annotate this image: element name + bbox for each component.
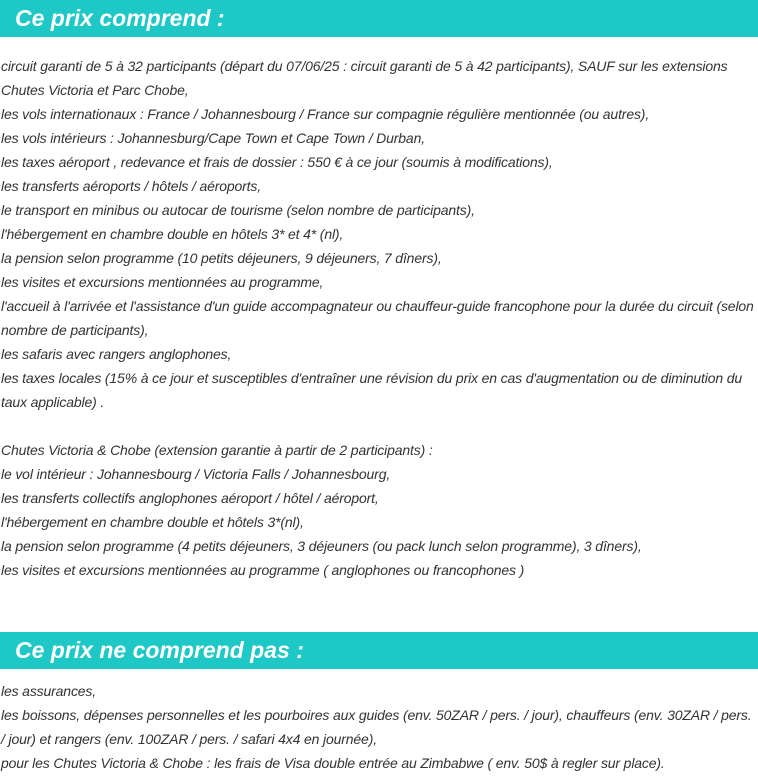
list-item: pour les Chutes Victoria & Chobe : les frais de Visa double entrée au Zimbabwe ( env. 50$ à regler sur place).: [1, 755, 665, 771]
excludes-banner: [0, 632, 758, 669]
list-item: le vol intérieur : Johannesbourg / Victoria Falls / Johannesbourg,: [1, 466, 391, 482]
list-item: l'hébergement en chambre double et hôtels 3*(nl),: [1, 514, 304, 530]
list-item: les vols internationaux : France / Johannesbourg / France sur compagnie régulière mentionnée (ou autres),: [1, 106, 650, 122]
spacer: [1, 414, 758, 438]
list-item: la pension selon programme (10 petits déjeuners, 9 déjeuners, 7 dîners),: [1, 250, 442, 266]
list-item: les taxes locales (15% à ce jour et susceptibles d'entraîner une révision du prix en cas d'augmentation ou de diminution du taux applicable) .: [1, 370, 743, 410]
list-item: les taxes aéroport , redevance et frais de dossier : 550 € à ce jour (soumis à modifications),: [1, 154, 553, 170]
list-item: le transport en minibus ou autocar de tourisme (selon nombre de participants),: [1, 202, 475, 218]
list-item: l'hébergement en chambre double en hôtels 3* et 4* (nl),: [1, 226, 344, 242]
excludes-heading: Ce prix ne comprend pas :: [15, 637, 304, 663]
list-item: les vols intérieurs : Johannesburg/Cape Town et Cape Town / Durban,: [1, 130, 425, 146]
list-item: les transferts aéroports / hôtels / aéroports,: [1, 178, 262, 194]
section-spacer: [0, 582, 758, 632]
list-item: les boissons, dépenses personnelles et les pourboires aux guides (env. 50ZAR / pers. / jour), chauffeurs (env. 30ZAR / pers. / jour) et rangers (env. 100ZAR / pers. / safari 4x4 en journée),: [1, 707, 752, 747]
includes-heading: Ce prix comprend :: [15, 5, 225, 31]
includes-banner: [0, 0, 758, 37]
list-item: circuit garanti de 5 à 32 participants (départ du 07/06/25 : circuit garanti de 5 à 42 participants), SAUF sur les extensions Chutes Victoria et Parc Chobe,: [1, 58, 728, 98]
excludes-list: [0, 679, 758, 775]
includes-list: [0, 54, 758, 582]
list-item: les transferts collectifs anglophones aéroport / hôtel / aéroport,: [1, 490, 379, 506]
list-item: les safaris avec rangers anglophones,: [1, 346, 232, 362]
list-item: la pension selon programme (4 petits déjeuners, 3 déjeuners (ou pack lunch selon programme), 3 dîners),: [1, 538, 642, 554]
list-item: les assurances,: [1, 683, 97, 699]
extension-heading: Chutes Victoria & Chobe (extension garantie à partir de 2 participants) :: [1, 442, 433, 458]
list-item: les visites et excursions mentionnées au programme ( anglophones ou francophones ): [1, 562, 525, 578]
list-item: l'accueil à l'arrivée et l'assistance d'un guide accompagnateur ou chauffeur-guide francophone pour la durée du circuit (selon nombre de participants),: [1, 298, 754, 338]
list-item: les visites et excursions mentionnées au programme,: [1, 274, 324, 290]
